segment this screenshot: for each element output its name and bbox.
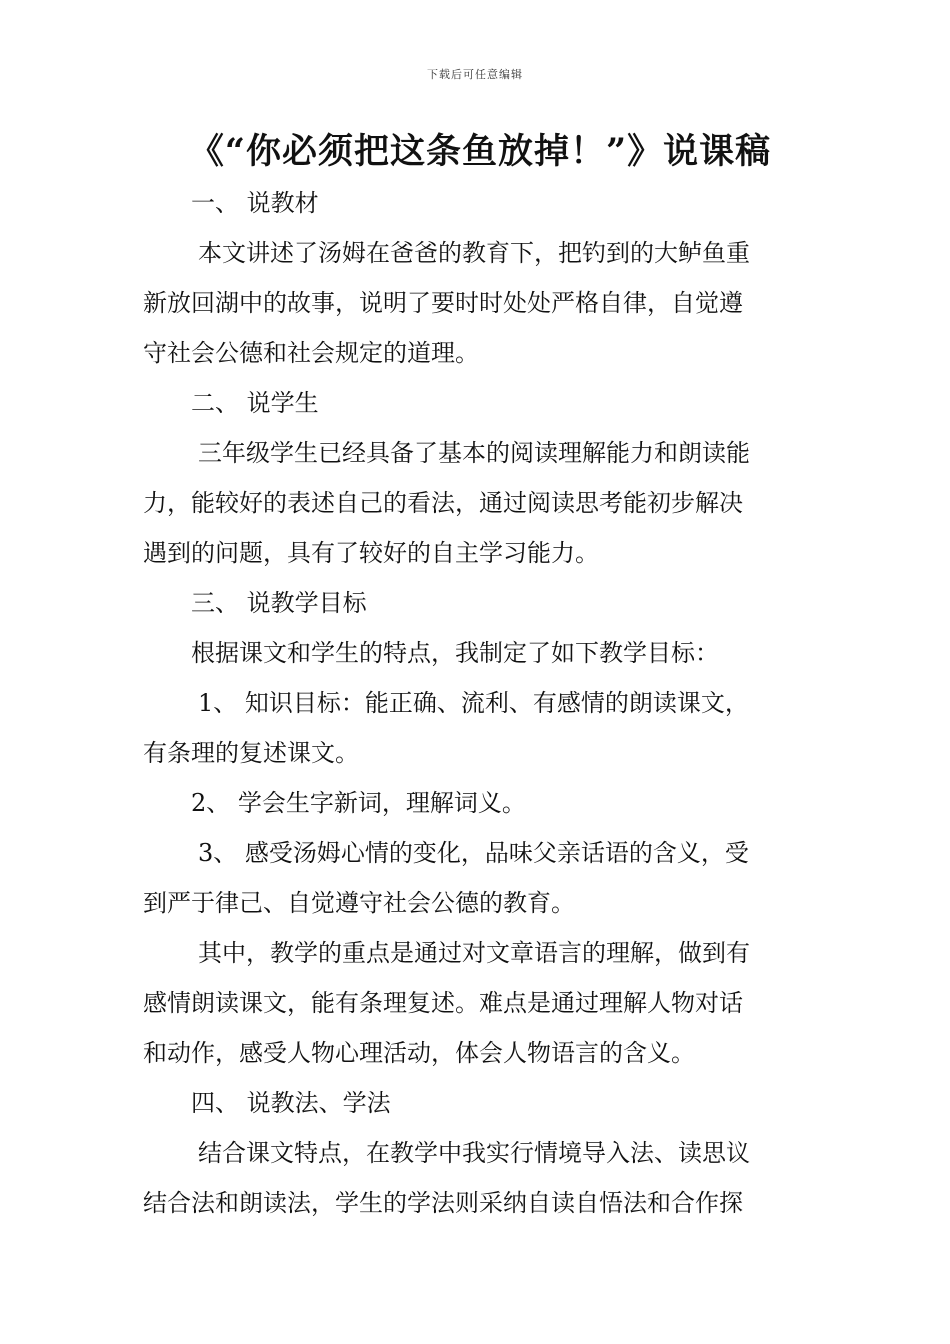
document-title: 《“你必须把这条鱼放掉！”》说课稿 bbox=[188, 131, 772, 172]
header-note: 下载后可任意编辑 bbox=[427, 68, 523, 81]
body-line: 新放回湖中的故事，说明了要时时处处严格自律，自觉遵 bbox=[143, 289, 743, 317]
body-line: 和动作，感受人物心理活动，体会人物语言的含义。 bbox=[143, 1039, 695, 1067]
goal-item-1: 1、 知识目标：能正确、流利、有感情的朗读课文， bbox=[198, 689, 749, 717]
body-line: 有条理的复述课文。 bbox=[143, 739, 359, 767]
document-body bbox=[143, 178, 811, 1228]
body-line: 本文讲述了汤姆在爸爸的教育下，把钓到的大鲈鱼重 bbox=[198, 239, 750, 267]
section-heading-textbook: 一、 说教材 bbox=[191, 189, 319, 217]
body-line: 遇到的问题，具有了较好的自主学习能力。 bbox=[143, 539, 599, 567]
goal-item-2: 2、 学会生字新词，理解词义。 bbox=[191, 789, 526, 817]
section-heading-methods: 四、 说教法、学法 bbox=[191, 1089, 391, 1117]
section-heading-goals: 三、 说教学目标 bbox=[191, 589, 367, 617]
body-line: 守社会公德和社会规定的道理。 bbox=[143, 339, 479, 367]
goal-item-3: 3、 感受汤姆心情的变化，品味父亲话语的含义，受 bbox=[198, 839, 749, 867]
body-line: 三年级学生已经具备了基本的阅读理解能力和朗读能 bbox=[198, 439, 750, 467]
body-line: 结合课文特点，在教学中我实行情境导入法、读思议 bbox=[198, 1139, 750, 1167]
section-heading-students: 二、 说学生 bbox=[191, 389, 319, 417]
body-line: 力，能较好的表述自己的看法，通过阅读思考能初步解决 bbox=[143, 489, 743, 517]
body-line: 根据课文和学生的特点，我制定了如下教学目标： bbox=[191, 639, 719, 667]
body-line: 到严于律己、自觉遵守社会公德的教育。 bbox=[143, 889, 575, 917]
body-line: 其中，教学的重点是通过对文章语言的理解，做到有 bbox=[198, 939, 750, 967]
body-line: 结合法和朗读法，学生的学法则采纳自读自悟法和合作探 bbox=[143, 1189, 743, 1217]
body-line: 感情朗读课文，能有条理复述。难点是通过理解人物对话 bbox=[143, 989, 743, 1017]
